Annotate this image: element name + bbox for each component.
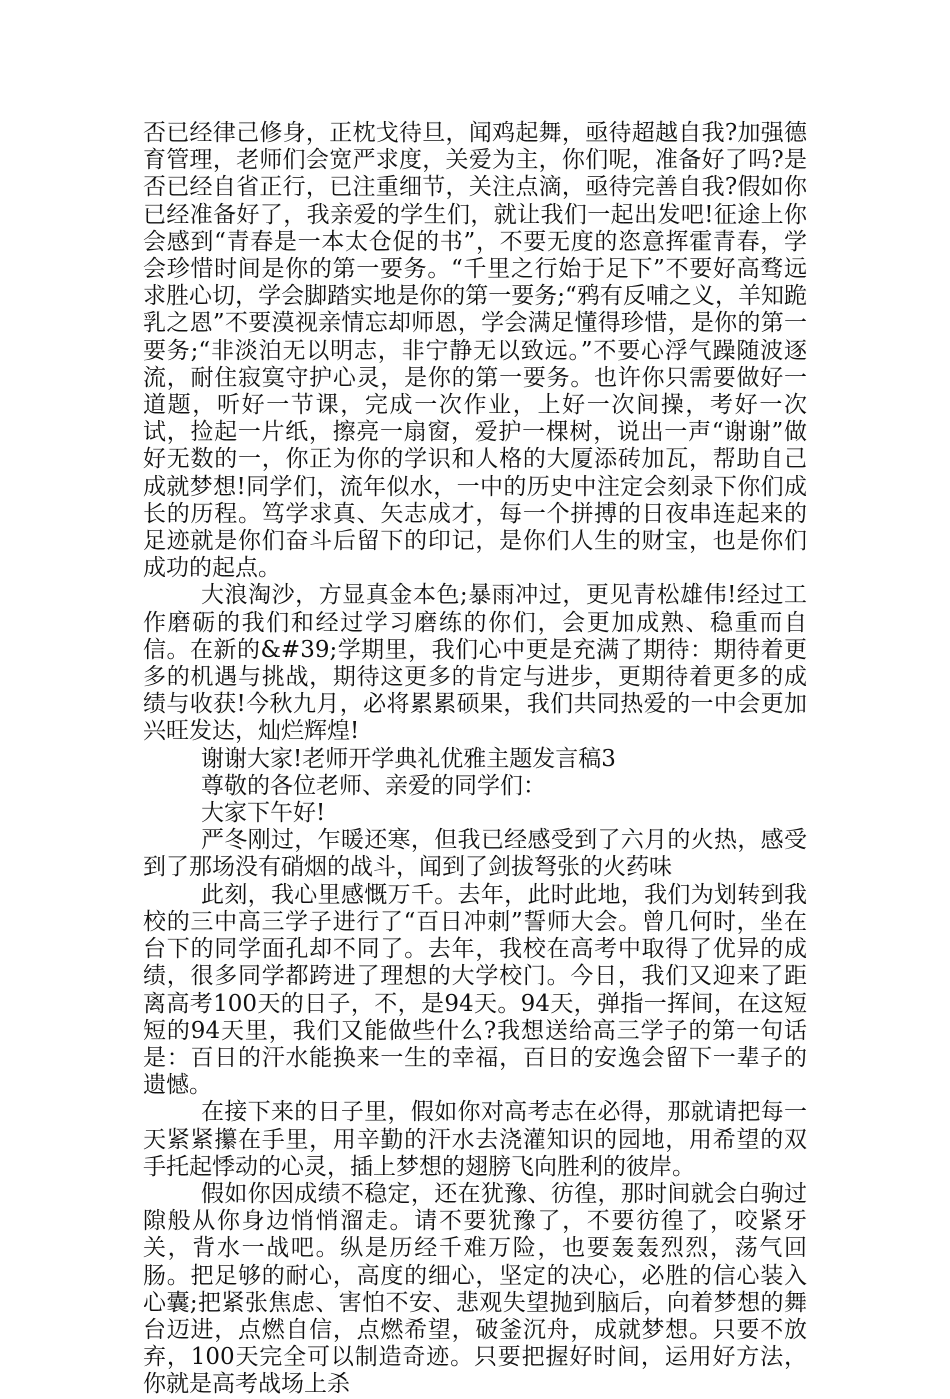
paragraph-8: 在接下来的日子里，假如你对高考志在必得，那就请把每一天紧紧攥在手里，用辛勤的汗水去浇灌知识的园地，用希望的双手托起悸动的心灵，插上梦想的翅膀飞向胜利的彼岸。 (143, 1099, 807, 1180)
paragraph-7: 此刻，我心里感慨万千。去年，此时此地，我们为划转到我校的三中高三学子进行了“百日冲刺”誓师大会。曾几何时，坐在台下的同学面孔却不同了。去年，我校在高考中取得了优异的成绩，很多同学都跨进了理想的大学校门。今日，我们又迎来了距离高考100天的日子，不，是94天。94天，弹指一挥间，在这短短的94天里，我们又能做些什么?我想送给高三学子的第一句话是：百日的汗水能换来一生的幸福，百日的安逸会留下一辈子的遗憾。 (143, 881, 807, 1099)
paragraph-3: 谢谢大家!老师开学典礼优雅主题发言稿3 (201, 745, 616, 772)
paragraph-5: 大家下午好! (201, 800, 326, 827)
paragraph-2: 大浪淘沙，方显真金本色;暴雨冲过，更见青松雄伟!经过工作磨砺的我们和经过学习磨练的你们，会更加成熟、稳重而自信。在新的&#39;学期里，我们心中更是充满了期待：期待着更多的机遇与挑战，期待这更多的肯定与进步，更期待着更多的成绩与收获!今秋九月，必将累累硕果，我们共同热爱的一中会更加兴旺发达，灿烂辉煌! (143, 582, 807, 745)
document-page (143, 120, 807, 1399)
paragraph-6: 严冬刚过，乍暖还寒，但我已经感受到了六月的火热，感受到了那场没有硝烟的战斗，闻到了剑拔弩张的火药味 (143, 827, 807, 881)
paragraph-9: 假如你因成绩不稳定，还在犹豫、彷徨，那时间就会白驹过隙般从你身边悄悄溜走。请不要犹豫了，不要彷徨了，咬紧牙关，背水一战吧。纵是历经千难万险，也要轰轰烈烈，荡气回肠。把足够的耐心，高度的细心，坚定的决心，必胜的信心装入心囊;把紧张焦虑、害怕不安、悲观失望抛到脑后，向着梦想的舞台迈进，点燃自信，点燃希望，破釜沉舟，成就梦想。只要不放弃，100天完全可以制造奇迹。只要把握好时间，运用好方法，你就是高考战场上杀 (143, 1180, 807, 1398)
paragraph-4: 尊敬的各位老师、亲爱的同学们： (201, 772, 546, 799)
paragraph-1: 否已经律己修身，正枕戈待旦，闻鸡起舞，亟待超越自我?加强德育管理，老师们会宽严求度，关爱为主，你们呢，准备好了吗?是否已经自省正行，已注重细节，关注点滴，亟待完善自我?假如你已经准备好了，我亲爱的学生们，就让我们一起出发吧!征途上你会感到“青春是一本太仓促的书”，不要无度的恣意挥霍青春，学会珍惜时间是你的第一要务。“千里之行始于足下”不要好高骛远求胜心切，学会脚踏实地是你的第一要务;“鸦有反哺之义，羊知跪乳之恩”不要漠视亲情忘却师恩，学会满足懂得珍惜，是你的第一要务;“非淡泊无以明志，非宁静无以致远。”不要心浮气躁随波逐流，耐住寂寞守护心灵，是你的第一要务。也许你只需要做好一道题，听好一节课，完成一次作业，上好一次间操，考好一次试，捡起一片纸，擦亮一扇窗，爱护一棵树，说出一声“谢谢”做好无数的一，你正为你的学识和人格的大厦添砖加瓦，帮助自己成就梦想!同学们，流年似水，一中的历史中注定会刻录下你们成长的历程。笃学求真、矢志成才，每一个拼搏的日夜串连起来的足迹就是你们奋斗后留下的印记，是你们人生的财宝，也是你们成功的起点。 (143, 120, 807, 582)
